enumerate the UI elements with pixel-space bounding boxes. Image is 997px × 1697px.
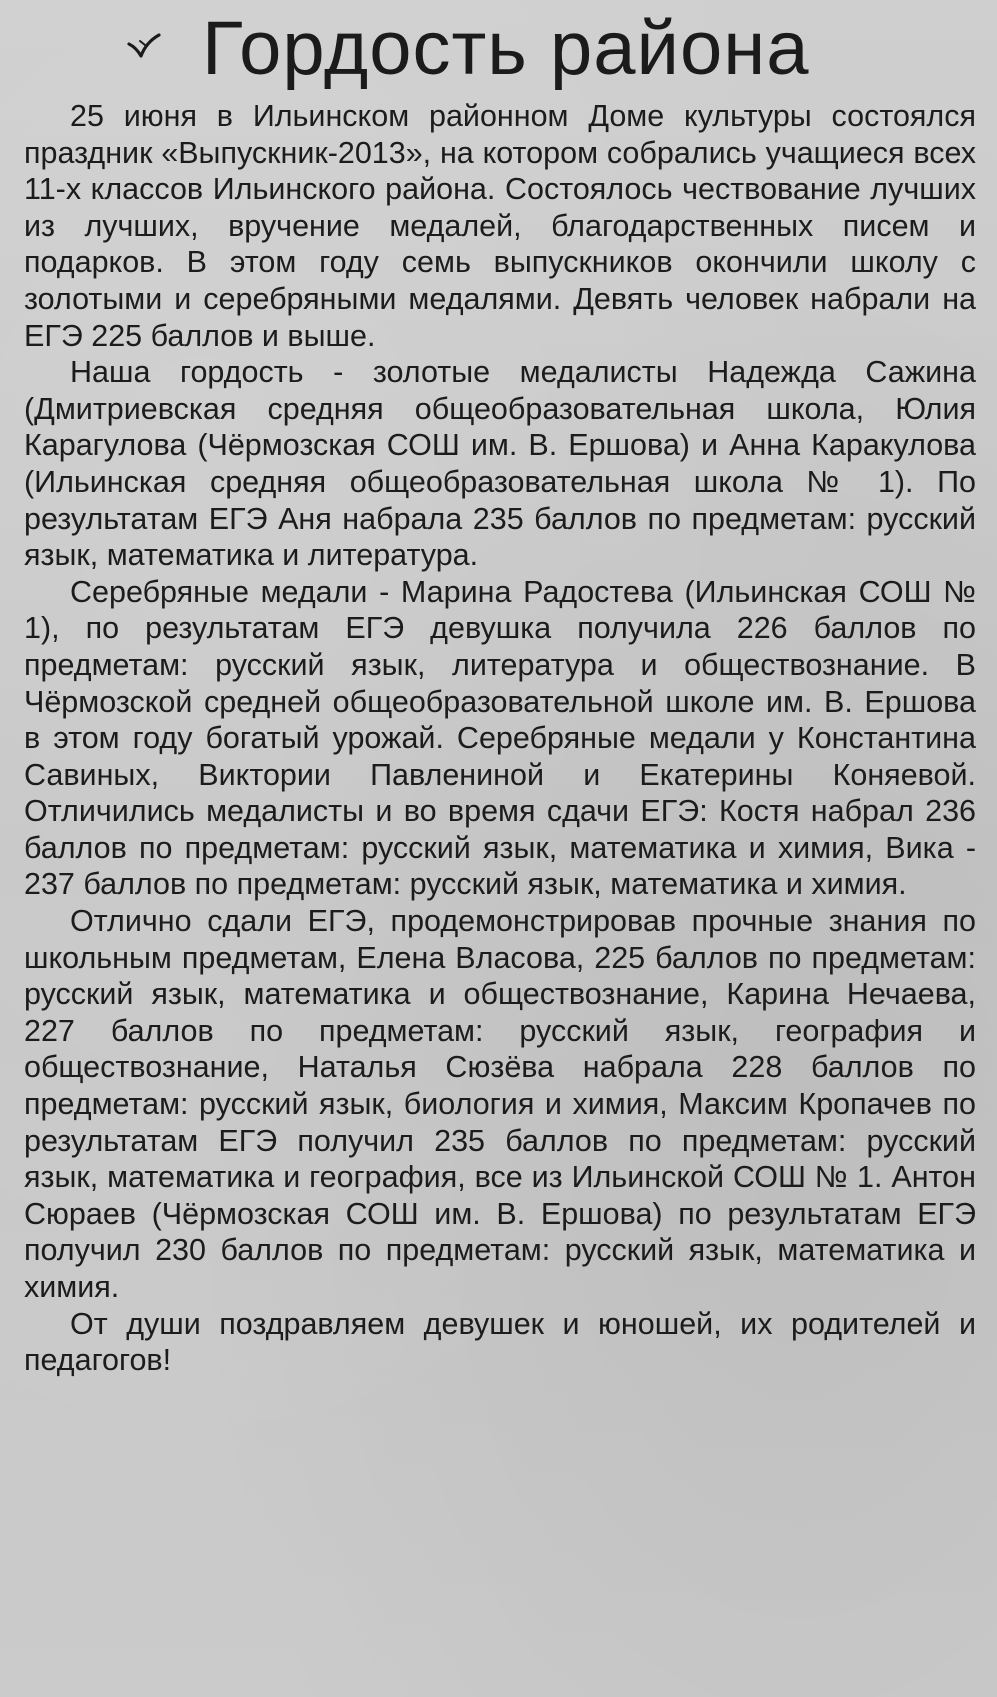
article-paragraph: Серебряные медали - Марина Радостева (Ильинская СОШ № 1), по результатам ЕГЭ девушка получила 226 баллов по предметам: русский язык, литература и обществознание. В Чёрмозской средней общеобразовательной школе им. В. Ершова в этом году богатый урожай. Серебряные медали у Константина Савиных, Виктории Павлениной и Екатерины Коняевой. Отличились медалисты и во время сдачи ЕГЭ: Костя набрал 236 баллов по предметам: русский язык, математика и химия, Вика - 237 баллов по предметам: русский язык, математика и химия. <box>24 574 976 902</box>
check-mark-icon <box>126 32 162 68</box>
article-body <box>24 98 976 1379</box>
article-paragraph: Отлично сдали ЕГЭ, продемонстрировав прочные знания по школьным предметам, Елена Власова, 225 баллов по предметам: русский язык, математика и обществознание, Карина Нечаева, 227 баллов по предметам: русский язык, география и обществознание, Наталья Сюзёва набрала 228 баллов по предметам: русский язык, биология и химия, Максим Кропачев по результатам ЕГЭ получил 235 баллов по предметам: русский язык, математика и география, все из Ильинской СОШ № 1. Антон Сюраев (Чёрмозская СОШ им. В. Ершова) по результатам ЕГЭ получил 230 баллов по предметам: русский язык, математика и химия. <box>24 904 976 1304</box>
article-paragraph: От души поздравляем девушек и юношей, их родителей и педагогов! <box>24 1306 976 1378</box>
article-header <box>0 6 997 92</box>
article-paragraph: 25 июня в Ильинском районном Доме культуры состоялся праздник «Выпускник-2013», на котором собрались учащиеся всех 11-х классов Ильинского района. Состоялось чествование лучших из лучших, вручение медалей, благодарственных писем и подарков. В этом году семь выпускников окончили школу с золотыми и серебряными медалями. Девять человек набрали на ЕГЭ 225 баллов и выше. <box>24 99 976 353</box>
article-title: Гордость района <box>202 6 810 91</box>
article-paragraph: Наша гордость - золотые медалисты Надежда Сажина (Дмитриевская средняя общеобразовательная школа, Юлия Карагулова (Чёрмозская СОШ им. В. Ершова) и Анна Каракулова (Ильинская средняя общеобразовательная школа № 1). По результатам ЕГЭ Аня набрала 235 баллов по предметам: русский язык, математика и литература. <box>24 355 976 573</box>
